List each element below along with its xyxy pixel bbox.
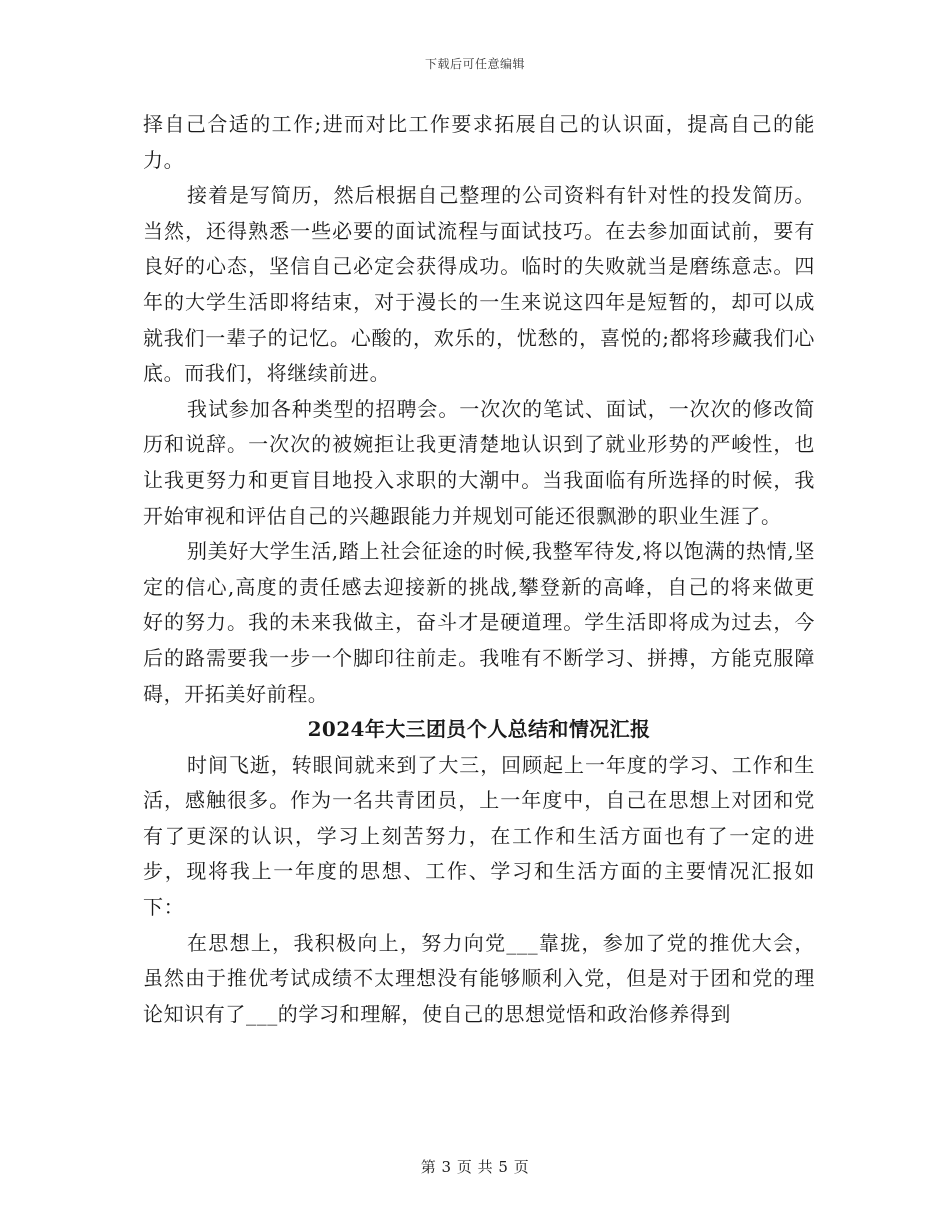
paragraph-farewell: 别美好大学生活,踏上社会征途的时候,我整军待发,将以饱满的热情,坚定的信心,高度的责任感去迎接新的挑战,攀登新的高峰，自己的将来做更好的努力。我的未来我做主，奋斗才是硬道理。学生活即将成为过去，今后的路需要我一步一个脚印往前走。我唯有不断学习、拼搏，方能克服障碍，开拓美好前程。 (143, 539, 815, 706)
paragraph-intro: 时间飞逝，转眼间就来到了大三，回顾起上一年度的学习、工作和生活，感触很多。作为一名共青团员，上一年度中，自己在思想上对团和党有了更深的认识，学习上刻苦努力，在工作和生活方面也有了一定的进步，现将我上一年度的思想、工作、学习和生活方面的主要情况汇报如下： (143, 752, 815, 920)
paragraph-ideology: 在思想上，我积极向上，努力向党___靠拢，参加了党的推优大会，虽然由于推优考试成绩不太理想没有能够顺利入党，但是对于团和党的理论知识有了___的学习和理解，使自己的思想觉悟和政治修养得到 (143, 930, 815, 1026)
section-title: 2024年大三团员个人总结和情况汇报 (307, 717, 651, 742)
paragraph-job-fairs: 我试参加各种类型的招聘会。一次次的笔试、面试，一次次的修改简历和说辞。一次次的被婉拒让我更清楚地认识到了就业形势的严峻性，也让我更努力和更盲目地投入求职的大潮中。当我面临有所选择的时候，我开始审视和评估自己的兴趣跟能力并规划可能还很飘渺的职业生涯了。 (143, 396, 815, 528)
header-note: 下载后可任意编辑 (424, 57, 525, 71)
page-number: 第 3 页 共 5 页 (420, 1158, 530, 1176)
paragraph-resume: 接着是写简历，然后根据自己整理的公司资料有针对性的投发简历。当然，还得熟悉一些必要的面试流程与面试技巧。在去参加面试前，要有良好的心态，坚信自己必定会获得成功。临时的失败就当是磨练意志。四年的大学生活即将结束，对于漫长的一生来说这四年是短暂的，却可以成就我们一辈子的记忆。心酸的，欢乐的，忧愁的，喜悦的;都将珍藏我们心底。而我们，将继续前进。 (143, 183, 815, 386)
paragraph-continuation: 择自己合适的工作;进而对比工作要求拓展自己的认识面，提高自己的能力。 (143, 112, 815, 172)
document-body (143, 107, 815, 1032)
